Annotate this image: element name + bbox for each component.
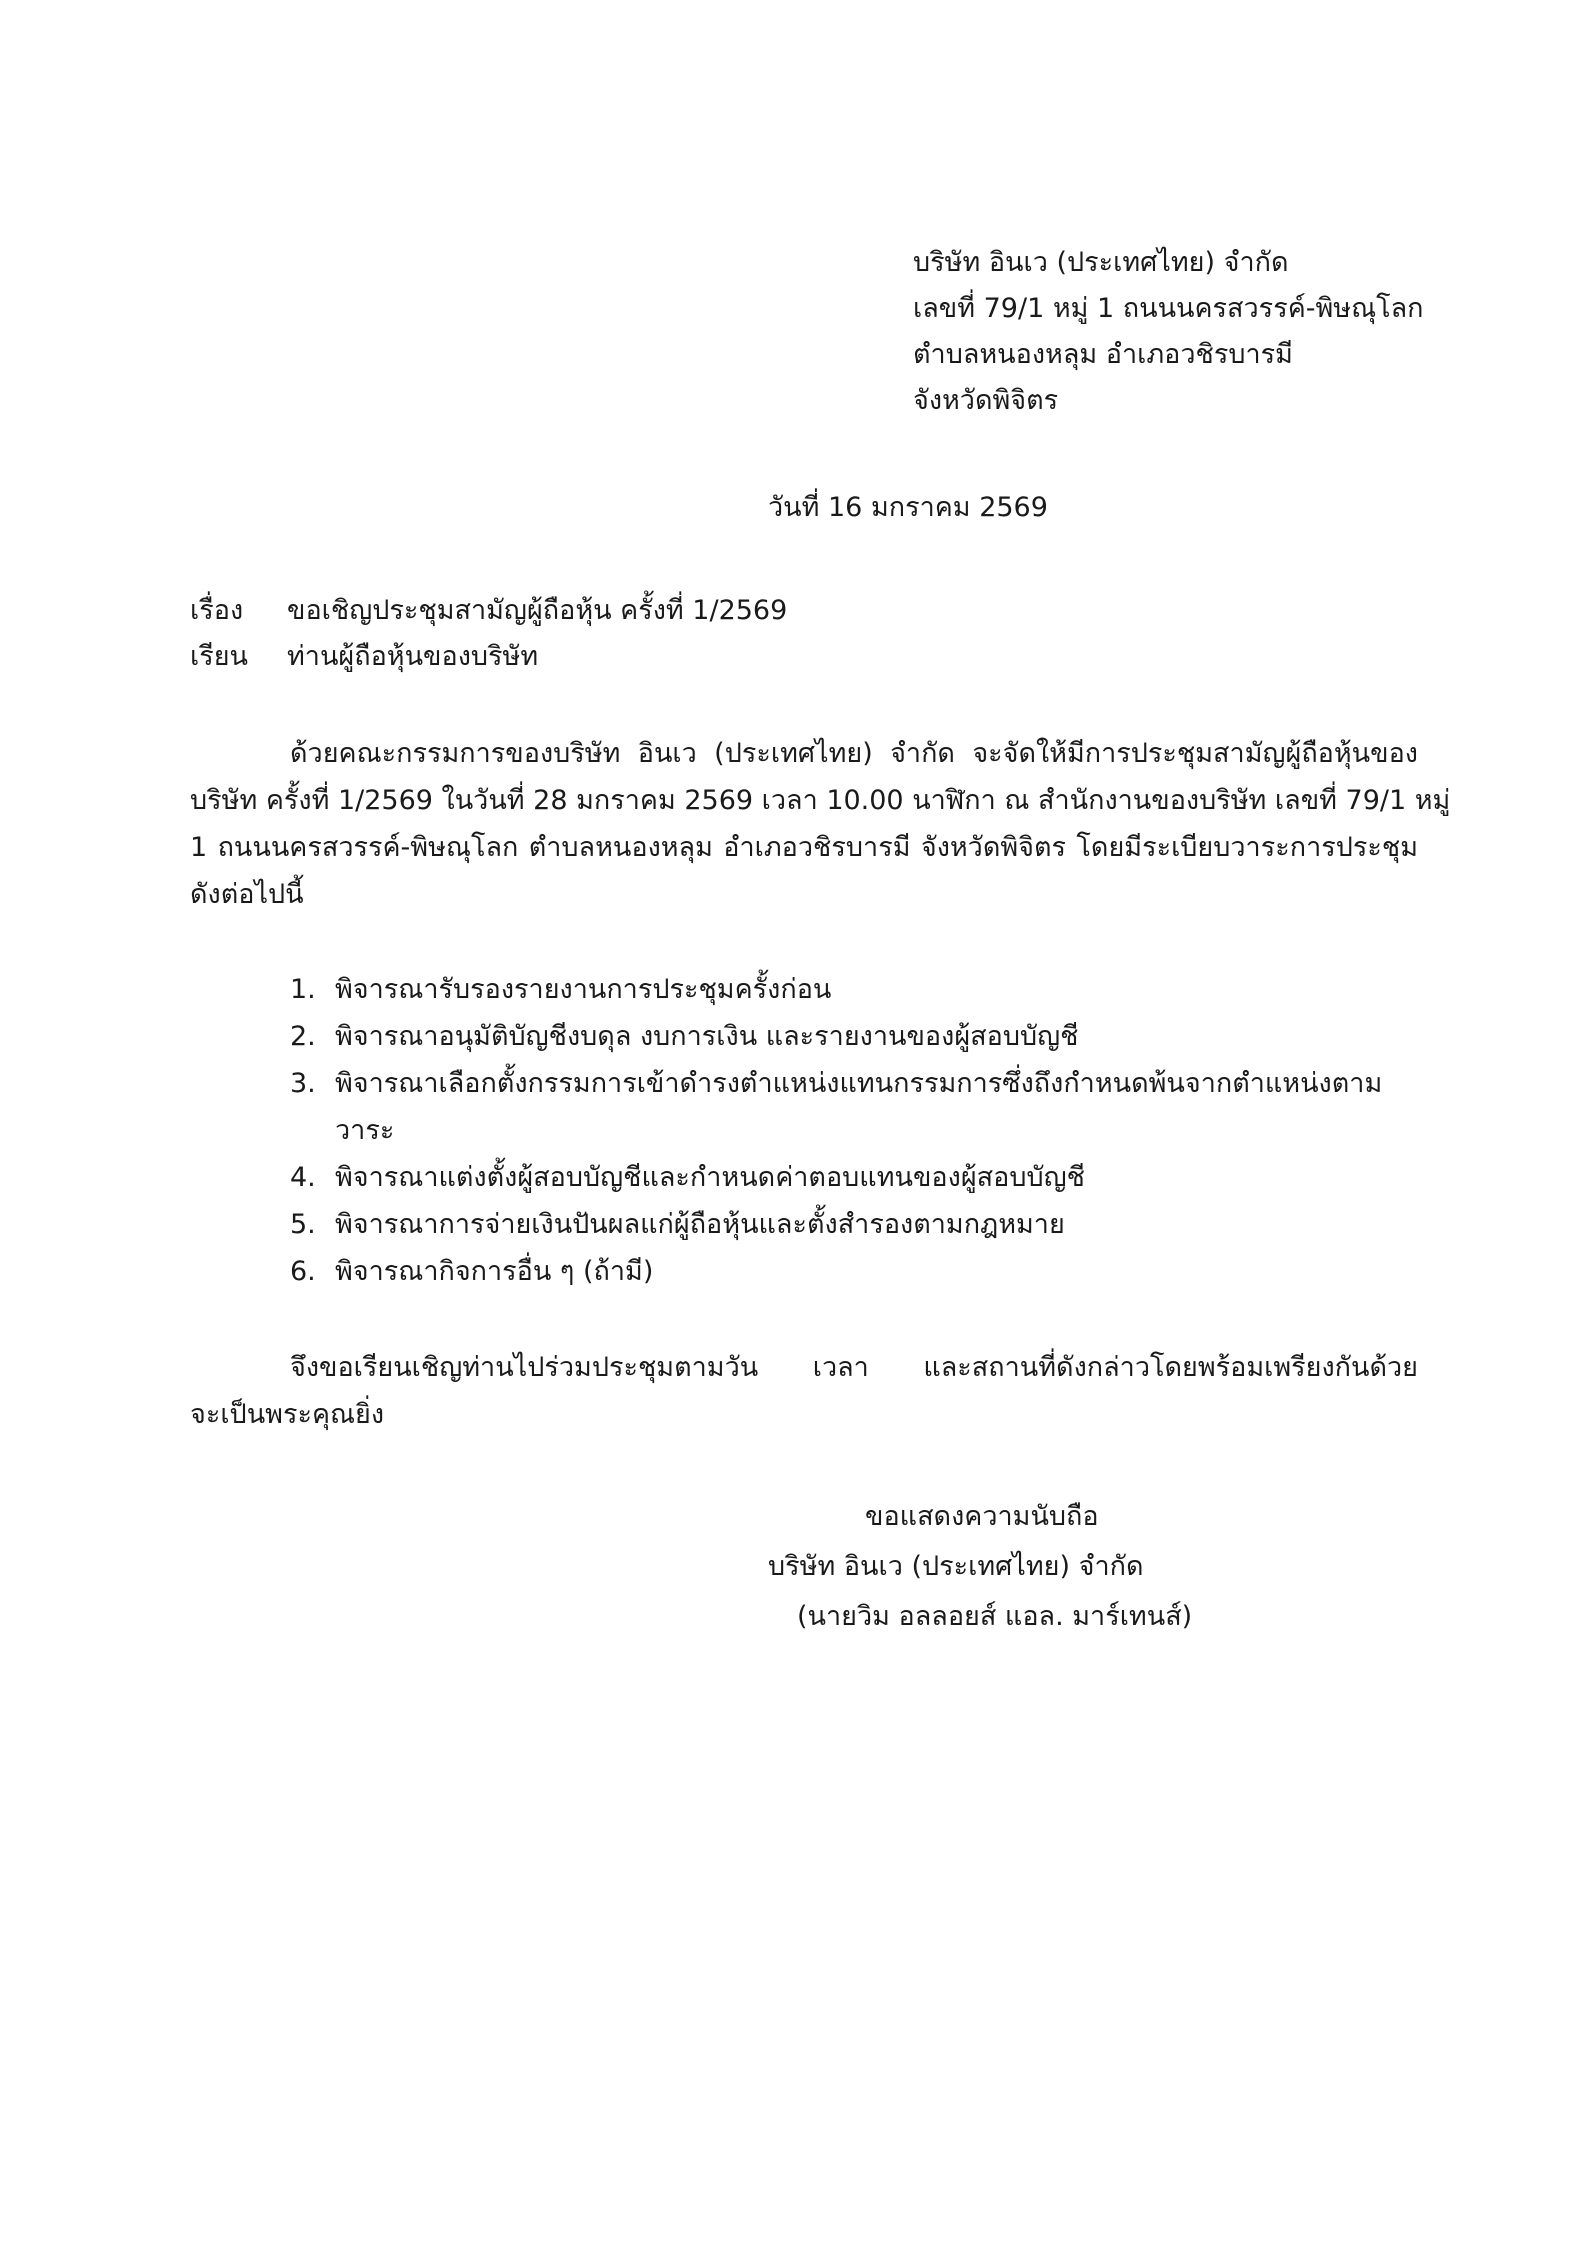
intro-line: ด้วยคณะกรรมการของบริษัท อินเว (ประเทศไทย) จำกัด จะจัดให้มีการประชุมสามัญผู้ถือหุ้นของ (290, 738, 1418, 769)
recipient-label: เรียน (190, 641, 249, 672)
agenda-item (290, 1248, 1420, 1295)
intro-paragraph (190, 730, 1451, 918)
subject-value: ขอเชิญประชุมสามัญผู้ถือหุ้น ครั้งที่ 1/2569 (287, 595, 788, 626)
agenda-item-number: 5. (290, 1209, 316, 1240)
sender-address-line2: ตำบลหนองหลุม อำเภอวชิรบารมี (913, 339, 1293, 370)
closing-line: จึงขอเรียนเชิญท่านไปร่วมประชุมตามวัน เวลา และสถานที่ดังกล่าวโดยพร้อมเพรียงกันด้วย (290, 1352, 1418, 1383)
agenda-item (290, 966, 1420, 1013)
agenda-item-number: 3. (290, 1068, 316, 1099)
agenda-item-text: พิจารณากิจการอื่น ๆ (ถ้ามี) (335, 1256, 654, 1287)
agenda-item-text: พิจารณาแต่งตั้งผู้สอบบัญชีและกำหนดค่าตอบแทนของผู้สอบบัญชี (335, 1162, 1085, 1193)
intro-line: 1 ถนนนครสวรรค์-พิษณุโลก ตำบลหนองหลุม อำเภอวชิรบารมี จังหวัดพิจิตร โดยมีระเบียบวาระการประชุม (190, 832, 1418, 863)
agenda-item-text: พิจารณาการจ่ายเงินปันผลแก่ผู้ถือหุ้นและตั้งสำรองตามกฎหมาย (335, 1209, 1065, 1240)
letter-date: วันที่ 16 มกราคม 2569 (768, 492, 1048, 523)
agenda-item-number: 1. (290, 974, 316, 1005)
agenda-item-text: พิจารณารับรองรายงานการประชุมครั้งก่อน (335, 974, 832, 1005)
agenda-item (290, 1154, 1420, 1201)
signature-name: (นายวิม อลลอยส์ แอล. มาร์เทนส์) (797, 1601, 1193, 1632)
agenda-item-text: พิจารณาเลือกตั้งกรรมการเข้าดำรงตำแหน่งแทนกรรมการซึ่งถึงกำหนดพ้นจากตำแหน่งตาม (335, 1068, 1383, 1099)
agenda-item (290, 1013, 1420, 1060)
intro-line: ดังต่อไปนี้ (190, 879, 304, 910)
sender-company: บริษัท อินเว (ประเทศไทย) จำกัด (913, 247, 1289, 278)
closing-line: จะเป็นพระคุณยิ่ง (190, 1399, 385, 1430)
agenda-item-number: 2. (290, 1021, 316, 1052)
sender-address-line3: จังหวัดพิจิตร (913, 385, 1059, 416)
agenda-item-number: 6. (290, 1256, 316, 1287)
signature-company: บริษัท อินเว (ประเทศไทย) จำกัด (768, 1551, 1144, 1582)
agenda-list (290, 966, 1420, 1295)
intro-line: บริษัท ครั้งที่ 1/2569 ในวันที่ 28 มกราคม 2569 เวลา 10.00 นาฬิกา ณ สำนักงานของบริษัท เลขที่ 79/1 หมู่ (190, 785, 1451, 816)
sender-address-line1: เลขที่ 79/1 หมู่ 1 ถนนนครสวรรค์-พิษณุโลก (913, 293, 1424, 324)
signature-closing: ขอแสดงความนับถือ (865, 1501, 1099, 1532)
closing-paragraph (190, 1344, 1418, 1438)
recipient-value: ท่านผู้ถือหุ้นของบริษัท (287, 641, 539, 672)
subject-label: เรื่อง (190, 595, 244, 626)
agenda-item (290, 1060, 1420, 1154)
agenda-item-number: 4. (290, 1162, 316, 1193)
agenda-item-continuation: วาระ (335, 1115, 395, 1146)
agenda-item-text: พิจารณาอนุมัติบัญชีงบดุล งบการเงิน และรายงานของผู้สอบบัญชี (335, 1021, 1079, 1052)
agenda-item (290, 1201, 1420, 1248)
